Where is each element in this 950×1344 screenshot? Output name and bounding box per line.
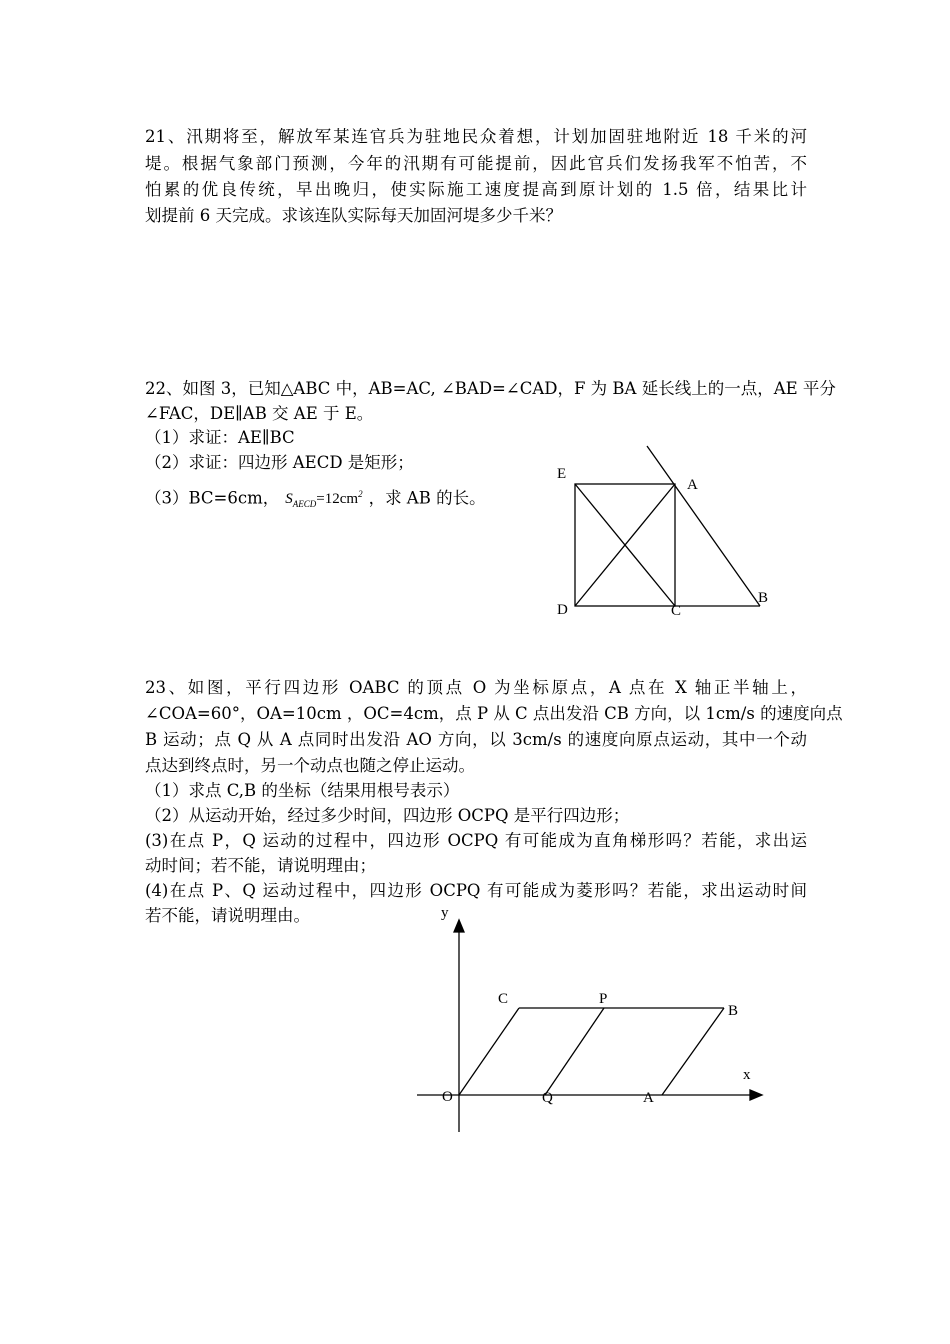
label-x: x <box>743 1067 751 1083</box>
label-d: D <box>557 602 568 618</box>
label-b2: B <box>728 1003 739 1019</box>
label-o: O <box>442 1089 453 1105</box>
q23-line-4: 点达到终点时，另一个动点也随之停止运动。 <box>145 756 475 775</box>
q21-line-4: 划提前 6 天完成。求该连队实际每天加固河堤多少千米？ <box>145 206 562 225</box>
q23-part-2: （2）从运动开始，经过多少时间，四边形 OCPQ 是平行四边形； <box>145 806 630 825</box>
q22-part-1: （1）求证：AE∥BC <box>145 428 295 447</box>
q21-line-1: 21、汛期将至，解放军某连官兵为驻地民众着想，计划加固驻地附近 18 千米的河 <box>145 127 807 146</box>
segment-oc <box>459 1008 519 1095</box>
label-c: C <box>671 603 682 619</box>
q23-part-1: （1）求点 C,B 的坐标（结果用根号表示） <box>145 781 460 800</box>
formula-s: S <box>285 491 293 507</box>
q22-line-2: ∠FAC，DE∥AB 交 AE 于 E。 <box>145 404 374 423</box>
formula-sub: AECD <box>292 499 317 509</box>
q23-part-3: (3)在点 P，Q 运动的过程中，四边形 OCPQ 有可能成为直角梯形吗？若能，求出运 <box>145 831 807 850</box>
label-y: y <box>441 905 449 921</box>
label-c2: C <box>498 991 509 1007</box>
q23-line-2: ∠COA=60°，OA=10cm ，OC=4cm，点 P 从 C 点出发沿 CB 方向，以 1cm/s 的速度向点 <box>145 704 843 723</box>
q23-figure <box>417 920 762 1132</box>
label-q: Q <box>542 1090 553 1106</box>
label-a: A <box>687 477 698 493</box>
q22-line-1: 22、如图 3，已知△ABC 中，AB=AC, ∠BAD=∠CAD，F 为 BA 延长线上的一点，AE 平分 <box>145 379 836 398</box>
q22-part-3-suffix: ，求 AB 的长。 <box>368 488 486 508</box>
q21-line-3: 怕累的优良传统，早出晚归，使实际施工速度提高到原计划的 1.5 倍，结果比计 <box>145 180 807 199</box>
q23-part-3-cont: 动时间；若不能，请说明理由； <box>145 856 376 875</box>
formula-eq: =12cm <box>316 491 359 507</box>
label-b: B <box>758 590 769 606</box>
q23-line-3: B 运动；点 Q 从 A 点同时出发沿 AO 方向，以 3cm/s 的速度向原点运动，其中一个动 <box>145 730 807 749</box>
y-axis-arrow <box>454 920 464 932</box>
segment-pq <box>545 1008 604 1095</box>
q23-part-4: (4)在点 P、Q 运动过程中，四边形 OCPQ 有可能成为菱形吗？若能，求出运动时间 <box>145 881 807 900</box>
label-e: E <box>557 466 567 482</box>
q23-line-1: 23、如图，平行四边形 OABC 的顶点 O 为坐标原点，A 点在 X 轴正半轴上， <box>145 678 807 697</box>
q23-part-4-cont: 若不能，请说明理由。 <box>145 906 310 925</box>
q22-part-3-prefix: （3）BC=6cm， <box>145 488 280 508</box>
x-axis-arrow <box>750 1090 762 1100</box>
segment-ba <box>662 1008 724 1095</box>
line-fab <box>647 446 760 606</box>
formula-sup: 2 <box>358 489 363 499</box>
q22-part-2: （2）求证：四边形 AECD 是矩形； <box>145 453 414 472</box>
label-p: P <box>599 991 608 1007</box>
label-a2: A <box>643 1090 654 1106</box>
q21-line-2: 堤。根据气象部门预测，今年的汛期有可能提前，因此官兵们发扬我军不怕苦，不 <box>145 154 807 173</box>
